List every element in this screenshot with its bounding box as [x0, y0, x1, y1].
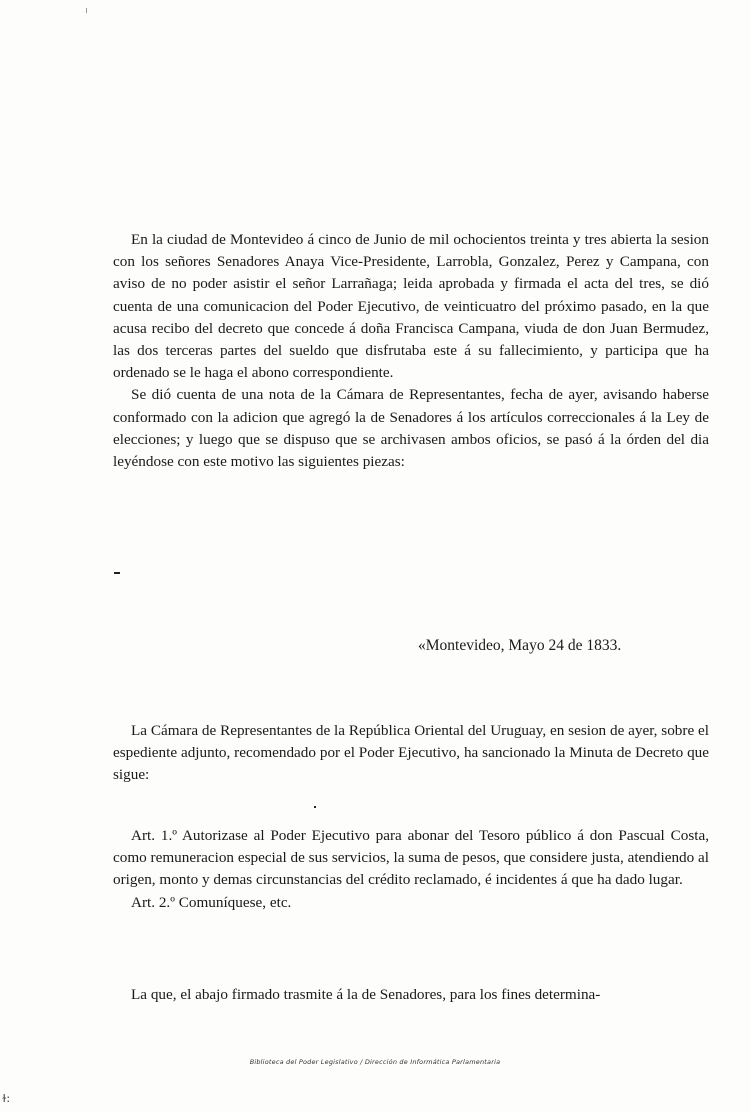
article-1: Art. 1.º Autorizase al Poder Ejecutivo para abonar del Tesoro público á don Pascual Costa, como remuneracion especial de sus servicios, la suma de pesos, que considere justa, atendiendo al origen, monto y demas circunstancias del crédito reclamado, é incidentes á que ha dado lugar. [113, 827, 709, 889]
corner-mark: ɫ: [2, 1092, 11, 1105]
ink-speck [114, 572, 120, 574]
decree-intro-paragraph: La Cámara de Representantes de la República Oriental del Uruguay, en sesion de ayer, sobre el espediente adjunto, recomendado por el Poder Ejecutivo, ha sancionado la Minuta de Decreto que sigue: [113, 722, 709, 784]
closing-paragraph-block [113, 984, 709, 1006]
decree-articles [113, 825, 709, 914]
opening-paragraphs [113, 229, 709, 473]
library-credit: Biblioteca del Poder Legislativo / Dirección de Informática Parlamentaria [249, 1058, 501, 1066]
camara-note-paragraph: Se dió cuenta de una nota de la Cámara de Representantes, fecha de ayer, avisando haberse conformado con la adicion que agregó la de Senadores á los artículos correccionales á la Ley de elecciones; y luego que se dispuso que se archivasen ambos oficios, se pasó á la órden del dia leyéndose con este motivo las siguientes piezas: [113, 386, 709, 471]
closing-paragraph: La que, el abajo firmado trasmite á la de Senadores, para los fines determina- [131, 986, 601, 1003]
top-speck [86, 8, 87, 13]
session-paragraph: En la ciudad de Montevideo á cinco de Junio de mil ochocientos treinta y tres abierta la sesion con los señores Senadores Anaya Vice-Presidente, Larrobla, Gonzalez, Perez y Campana, con aviso de no poder asistir el señor Larrañaga; leida aprobada y firmada el acta del tres, se dió cuenta de una comunicacion del Poder Ejecutivo, de veinticuatro del próximo pasado, en la que acusa recibo del decreto que concede á doña Francisca Campana, viuda de don Juan Bermudez, las dos terceras partes del sueldo que disfrutaba este á su fallecimiento, y participa que ha ordenado se le haga el abono correspondiente. [113, 231, 709, 382]
dateline: «Montevideo, Mayo 24 de 1833. [418, 637, 622, 654]
ink-dot [314, 806, 316, 808]
article-2: Art. 2.º Comuníquese, etc. [131, 893, 292, 911]
camara-decree-intro [113, 720, 709, 787]
